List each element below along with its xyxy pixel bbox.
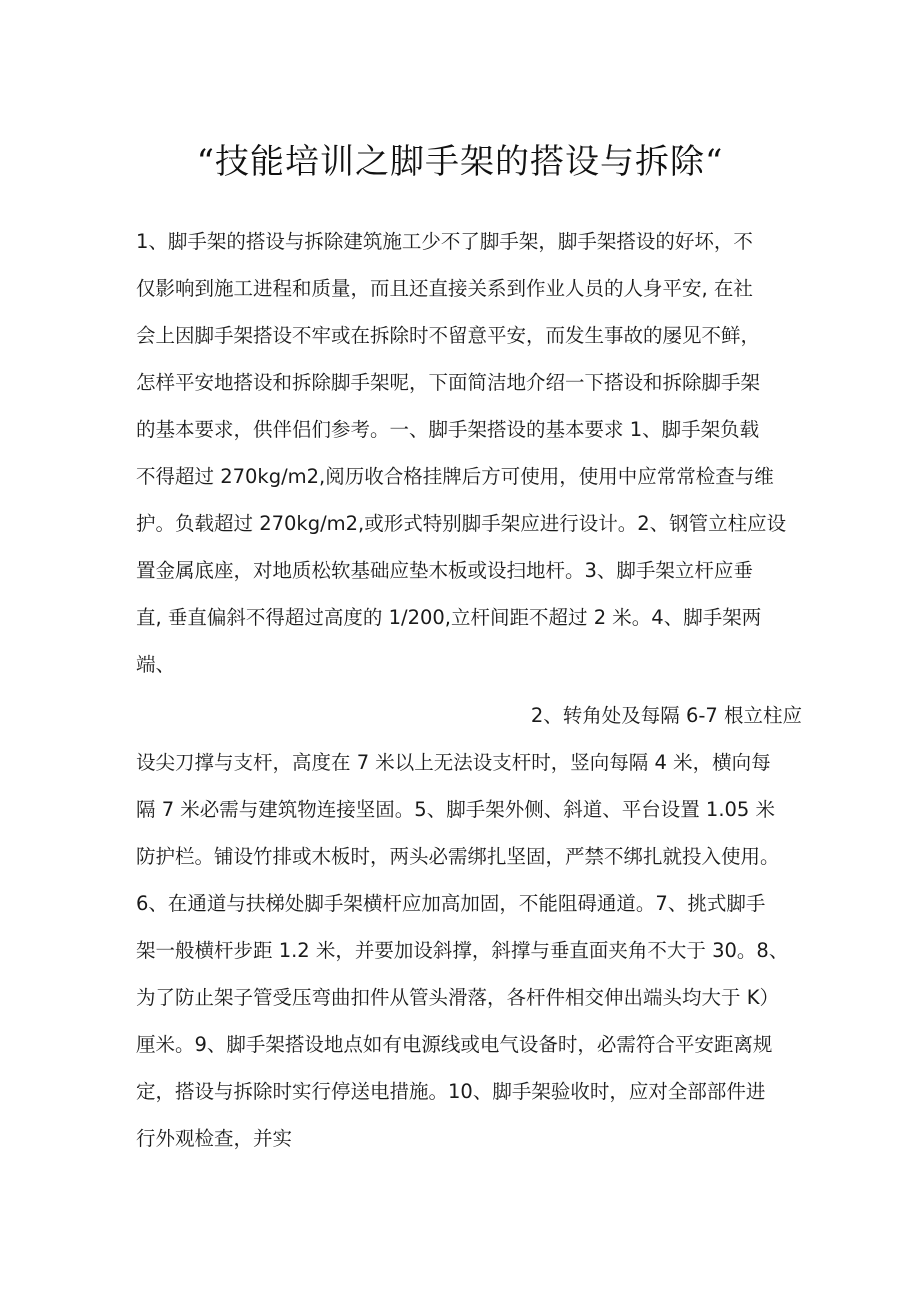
text-line: 端、	[136, 653, 176, 676]
text-line: 设尖刀撑与支杆，高度在 7 米以上无法设支杆时，竖向每隔 4 米，横向每	[136, 751, 771, 774]
text-line: 怎样平安地搭设和拆除脚手架呢，下面简洁地介绍一下搭设和拆除脚手架	[136, 371, 761, 394]
text-line: 仅影响到施工进程和质量，而且还直接关系到作业人员的人身平安, 在社	[136, 277, 753, 300]
text-line: 架一般横杆步距 1.2 米，并要加设斜撑，斜撑与垂直面夹角不大于 30。8、	[136, 939, 789, 962]
text-line: 2、转角处及每隔 6-7 根立柱应	[530, 704, 802, 727]
text-line: 隔 7 米必需与建筑物连接坚固。5、脚手架外侧、斜道、平台设置 1.05 米	[136, 798, 776, 821]
text-line: 会上因脚手架搭设不牢或在拆除时不留意平安，而发生事故的屡见不鲜，	[136, 324, 761, 347]
text-line: 护。负载超过 270kg/m2,或形式特别脚手架应进行设计。2、钢管立柱应设	[136, 512, 787, 535]
text-line: 6、在通道与扶梯处脚手架横杆应加高加固，不能阻碍通道。7、挑式脚手	[136, 892, 766, 915]
text-line: 的基本要求，供伴侣们参考。一、脚手架搭设的基本要求 1、脚手架负载	[136, 418, 760, 441]
text-line: 不得超过 270kg/m2,阅历收合格挂牌后方可使用，使用中应常常检查与维	[136, 465, 774, 488]
text-line: 直, 垂直偏斜不得超过高度的 1/200,立杆间距不超过 2 米。4、脚手架两	[136, 606, 762, 629]
text-line: 防护栏。铺设竹排或木板时，两头必需绑扎坚固，严禁不绑扎就投入使用。	[136, 845, 780, 868]
text-line: 定，搭设与拆除时实行停送电措施。10、脚手架验收时，应对全部部件进	[136, 1080, 766, 1103]
text-line: 为了防止架子管受压弯曲扣件从管头滑落，各杆件相交伸出端头均大于 K）	[136, 986, 779, 1009]
text-line: 1、脚手架的搭设与拆除建筑施工少不了脚手架，脚手架搭设的好坏，不	[136, 230, 753, 253]
document-title: “技能培训之脚手架的搭设与拆除“	[196, 142, 724, 182]
text-line: 行外观检查，并实	[136, 1127, 293, 1150]
text-line: 厘米。9、脚手架搭设地点如有电源线或电气设备时，必需符合平安距离规	[136, 1033, 773, 1056]
text-line: 置金属底座，对地质松软基础应垫木板或设扫地杆。3、脚手架立杆应垂	[136, 559, 753, 582]
